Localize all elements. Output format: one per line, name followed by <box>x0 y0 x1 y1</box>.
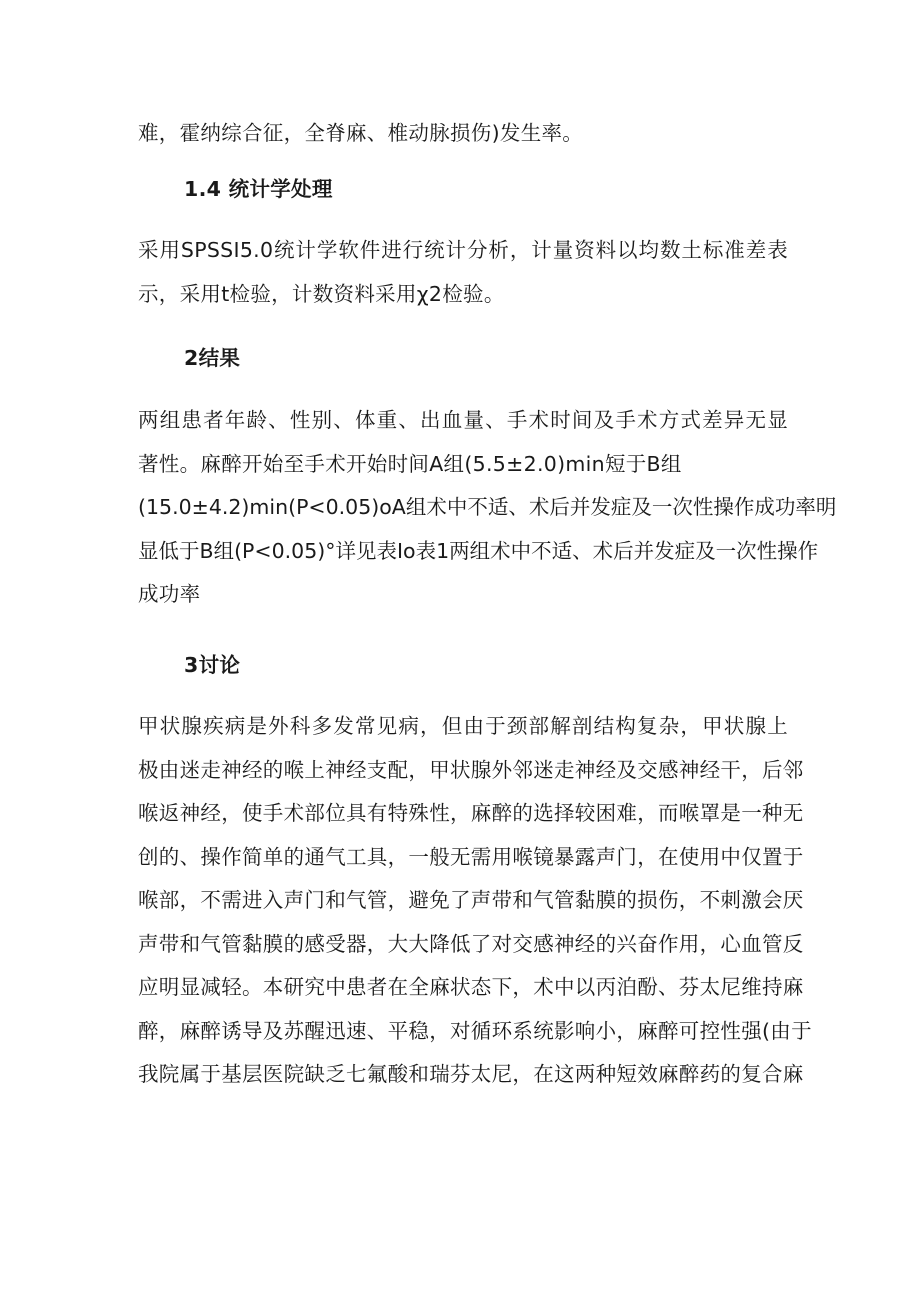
text-line: 采用SPSSI5.0统计学软件进行统计分析，计量资料以均数土标准差表 <box>138 238 788 262</box>
paragraph-statistics <box>138 229 788 316</box>
text-line: 两组患者年龄、性别、体重、出血量、手术时间及手术方式差异无显 <box>138 408 788 432</box>
text-line: 显低于B组(P<0.05)°详见表Io表1两组术中不适、术后并发症及一次性操作 <box>138 538 819 563</box>
paragraph-intro-fragment <box>138 112 788 156</box>
section-heading-discussion: 3讨论 <box>184 653 241 677</box>
text-line: 我院属于基层医院缺乏七氟酸和瑞芬太尼，在这两种短效麻醉药的复合麻 <box>138 1062 804 1086</box>
text-line: 极由迷走神经的喉上神经支配，甲状腺外邻迷走神经及交感神经干，后邻 <box>138 757 804 782</box>
paragraph-results <box>138 399 837 617</box>
text-line: 喉返神经，使手术部位具有特殊性，麻醉的选择较困难，而喉罩是一种无 <box>138 801 804 825</box>
text-line: 声带和气管黏膜的感受器，大大降低了对交感神经的兴奋作用，心血管反 <box>138 931 804 956</box>
text-line: 创的、操作简单的通气工具，一般无需用喉镜暴露声门，在使用中仅置于 <box>138 844 804 869</box>
section-heading-statistics: 1.4 统计学处理 <box>184 177 333 201</box>
section-heading-results: 2结果 <box>184 346 241 370</box>
text-line: (15.0±4.2)min(P<0.05)oA组术中不适、术后并发症及一次性操作成功率明 <box>138 495 837 519</box>
text-line: 难，霍纳综合征，全脊麻、椎动脉损伤)发生率。 <box>138 121 584 145</box>
text-line: 成功率 <box>138 582 201 606</box>
text-line: 醉，麻醉诱导及苏醒迅速、平稳，对循环系统影响小，麻醉可控性强(由于 <box>138 1018 812 1043</box>
paragraph-discussion <box>138 705 812 1097</box>
text-line: 应明显减轻。本研究中患者在全麻状态下，术中以丙泊酚、芬太尼维持麻 <box>138 975 804 999</box>
text-line: 喉部，不需进入声门和气管，避免了声带和气管黏膜的损伤，不刺激会厌 <box>138 888 804 912</box>
text-line: 示，采用t检验，计数资料采用χ2检验。 <box>138 281 505 306</box>
text-line: 著性。麻醉开始至手术开始时间A组(5.5±2.0)min短于B组 <box>138 451 682 476</box>
text-line: 甲状腺疾病是外科多发常见病，但由于颈部解剖结构复杂，甲状腺上 <box>138 714 788 738</box>
